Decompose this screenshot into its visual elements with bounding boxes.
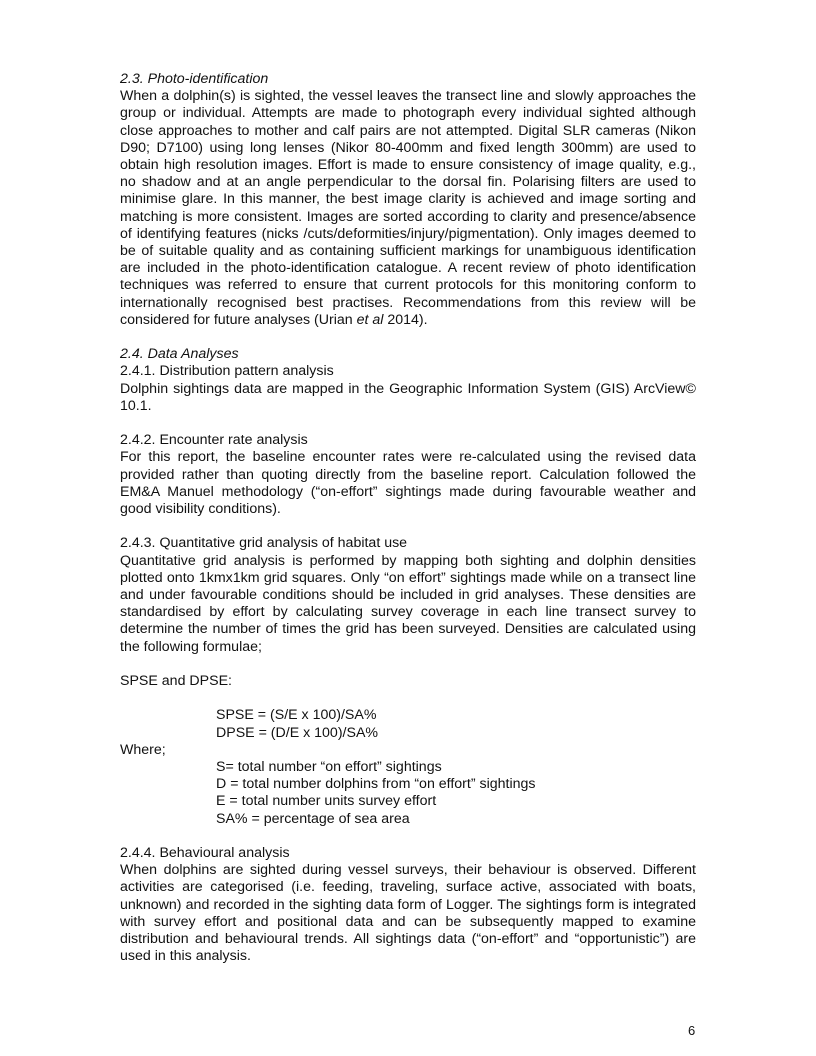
grid-analysis-paragraph: Quantitative grid analysis is performed by mapping both sighting and dolphin densities plotted onto 1kmx1km grid squares. Only “on effort” sightings made while on a transect line and under favourable conditions should be included in grid analyses. These densities are standardised by effort by calculating survey coverage in each line transect survey to determine the number of times the grid has been surveyed. Densities are calculated using the following formulae; bbox=[120, 552, 696, 655]
document-page bbox=[120, 71, 696, 965]
spacer bbox=[120, 656, 696, 673]
definition-s: S= total number “on effort” sightings bbox=[216, 759, 442, 776]
behavioural-paragraph: When dolphins are sighted during vessel surveys, their behaviour is observed. Different activities are categorised (i.e. feeding, traveling, surface active, associated with boats, unknown) and recorded in the sighting data form of Logger. The sightings form is integrated with survey effort and positional data and can be subsequently mapped to examine distribution and behavioural trends. All sightings data (“on-effort” and “opportunistic”) are used in this analysis. bbox=[120, 862, 696, 965]
subsection-title-grid-analysis: 2.4.3. Quantitative grid analysis of habitat use bbox=[120, 535, 408, 552]
formula-spse: SPSE = (S/E x 100)/SA% bbox=[216, 707, 377, 724]
subsection-title-behavioural: 2.4.4. Behavioural analysis bbox=[120, 845, 290, 862]
spacer bbox=[120, 518, 696, 535]
formula-dpse: DPSE = (D/E x 100)/SA% bbox=[216, 724, 379, 741]
formula-intro: SPSE and DPSE: bbox=[120, 673, 232, 690]
encounter-rate-paragraph: For this report, the baseline encounter rates were re-calculated using the revised data provided rather than quoting directly from the baseline report. Calculation followed the EM&A Manuel methodology (“on-effort” sightings made during favourable weather and good visibility conditions). bbox=[120, 449, 696, 518]
spacer bbox=[120, 329, 696, 346]
photo-id-italic-citation: et al bbox=[356, 311, 384, 328]
spacer bbox=[120, 828, 696, 845]
spacer bbox=[120, 690, 696, 707]
definition-d: D = total number dolphins from “on effort” sightings bbox=[216, 776, 536, 793]
photo-id-text-end: 2014). bbox=[383, 311, 428, 328]
page-number: 6 bbox=[688, 1023, 696, 1038]
section-heading-photo-identification: 2.3. Photo-identification bbox=[120, 71, 269, 87]
definition-e: E = total number units survey effort bbox=[216, 793, 437, 810]
photo-id-text: When a dolphin(s) is sighted, the vessel leaves the transect line and slowly approaches the group or individual. Attempts are made to photograph every individual sighted although close approaches to mother and calf pairs are not attempted. Digital SLR cameras (Nikon D90; D7100) using long lenses (Nikor 80-400mm and fixed length 300mm) are used to obtain high resolution images. Effort is made to ensure consistency of image quality, e.g., no shadow and at an angle perpendicular to the dorsal fin. Polarising filters are used to minimise glare. In this manner, the best image clarity is achieved and image sorting and matching is more consistent. Images are sorted according to clarity and presence/absence of identifying features (nicks /cuts/deformities/injury/pigmentation). Only images deemed to be of suitable quality and as containing sufficient markings for unambiguous identification are included in the photo-identification catalogue. A recent review of photo identification techniques was referred to ensure that current protocols for this monitoring conform to internationally recognised best practises. Recommendations from this review will be considered for future analyses (Urian bbox=[120, 88, 696, 328]
definition-sa: SA% = percentage of sea area bbox=[216, 810, 410, 827]
section-heading-data-analyses: 2.4. Data Analyses bbox=[120, 346, 239, 363]
photo-identification-paragraph bbox=[120, 88, 696, 329]
spacer bbox=[120, 415, 696, 432]
distribution-paragraph: Dolphin sightings data are mapped in the Geographic Information System (GIS) ArcView© 10.1. bbox=[120, 380, 696, 414]
where-label: Where; bbox=[120, 741, 166, 758]
subsection-title-distribution: 2.4.1. Distribution pattern analysis bbox=[120, 363, 334, 380]
subsection-title-encounter-rate: 2.4.2. Encounter rate analysis bbox=[120, 432, 308, 449]
